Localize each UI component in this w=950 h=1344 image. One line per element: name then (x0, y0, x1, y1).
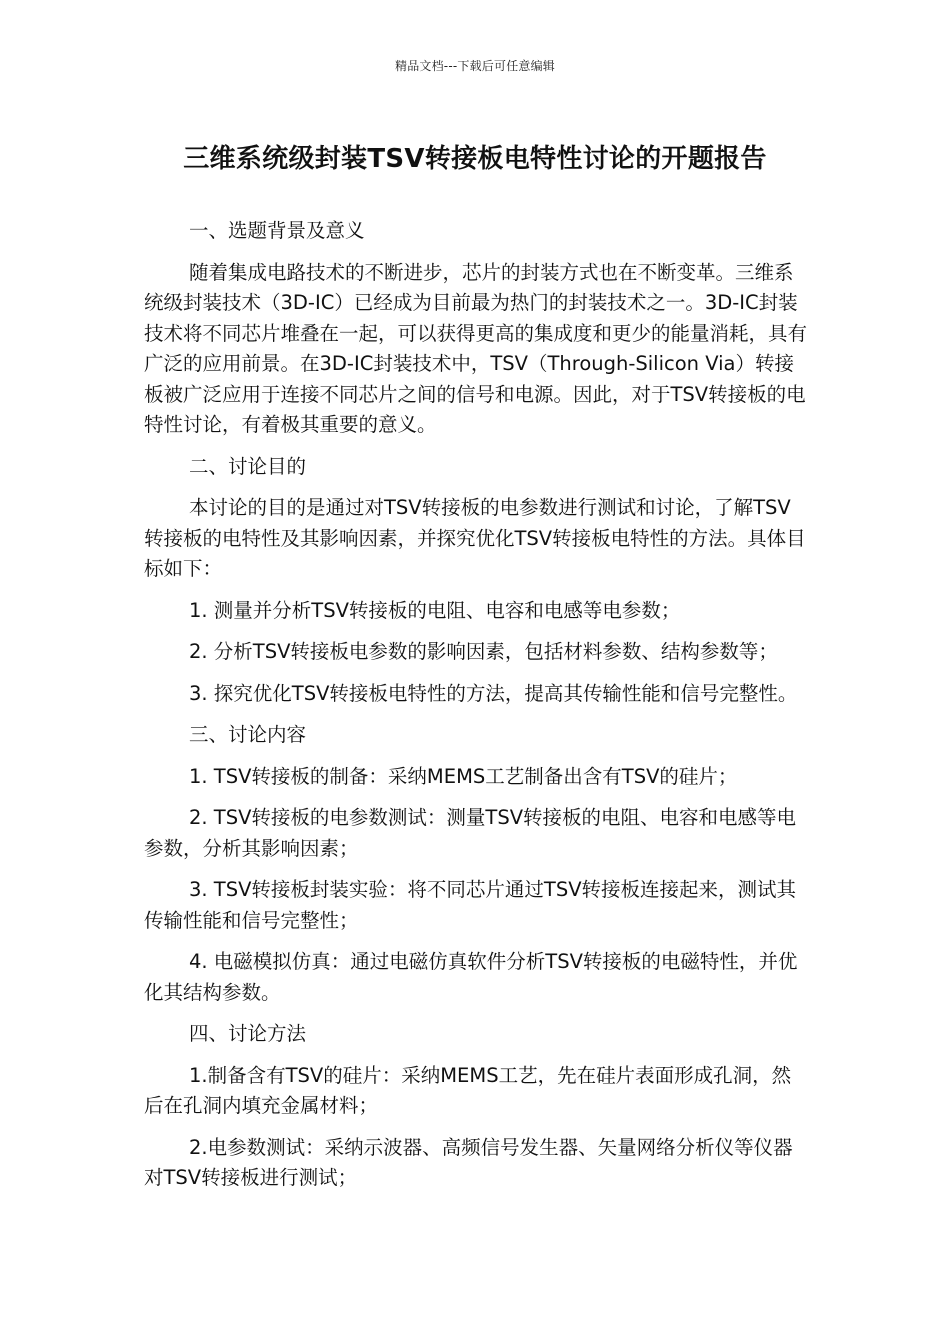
section-heading-method: 四、讨论方法 (189, 1022, 307, 1045)
section-heading-purpose: 二、讨论目的 (189, 454, 307, 478)
list-item-method-2: 2.电参数测试：采纳示波器、高频信号发生器、矢量网络分析仪等仪器对TSV转接板进行测试； (144, 1135, 793, 1189)
list-item-purpose-2: 2. 分析TSV转接板电参数的影响因素，包括材料参数、结构参数等； (189, 640, 778, 663)
paragraph-background: 随着集成电路技术的不断进步，芯片的封装方式也在不断变革。三维系统级封装技术（3D-IC）已经成为目前最为热门的封装技术之一。3D-IC封装技术将不同芯片堆叠在一起，可以获得更高的集成度和更少的能量消耗，具有广泛的应用前景。在3D-IC封装技术中，TSV（Through-Silicon Via）转接板被广泛应用于连接不同芯片之间的信号和电源。因此，对于TSV转接板的电特性讨论，有着极其重要的意义。 (144, 260, 808, 436)
list-item-content-4: 4. 电磁模拟仿真：通过电磁仿真软件分析TSV转接板的电磁特性，并优化其结构参数。 (144, 950, 798, 1004)
list-item-content-2: 2. TSV转接板的电参数测试：测量TSV转接板的电阻、电容和电感等电参数，分析其影响因素； (144, 806, 797, 860)
list-item-content-1: 1. TSV转接板的制备：采纳MEMS工艺制备出含有TSV的硅片； (189, 764, 738, 788)
list-item-method-1: 1.制备含有TSV的硅片：采纳MEMS工艺，先在硅片表面形成孔洞，然后在孔洞内填充金属材料； (144, 1063, 792, 1117)
header-note: 精品文档---下载后可任意编辑 (395, 59, 555, 73)
document-body (144, 216, 808, 1205)
list-item-purpose-3: 3. 探究优化TSV转接板电特性的方法，提高其传输性能和信号完整性。 (189, 681, 798, 705)
list-item-purpose-1: 1. 测量并分析TSV转接板的电阻、电容和电感等电参数； (189, 598, 681, 622)
paragraph-purpose: 本讨论的目的是通过对TSV转接板的电参数进行测试和讨论，了解TSV转接板的电特性及其影响因素，并探究优化TSV转接板电特性的方法。具体目标如下： (144, 496, 806, 580)
section-heading-content: 三、讨论内容 (189, 723, 307, 746)
list-item-content-3: 3. TSV转接板封装实验：将不同芯片通过TSV转接板连接起来，测试其传输性能和信号完整性； (144, 878, 797, 932)
document-title: 三维系统级封装TSV转接板电特性讨论的开题报告 (183, 144, 767, 174)
section-heading-background: 一、选题背景及意义 (189, 219, 365, 242)
